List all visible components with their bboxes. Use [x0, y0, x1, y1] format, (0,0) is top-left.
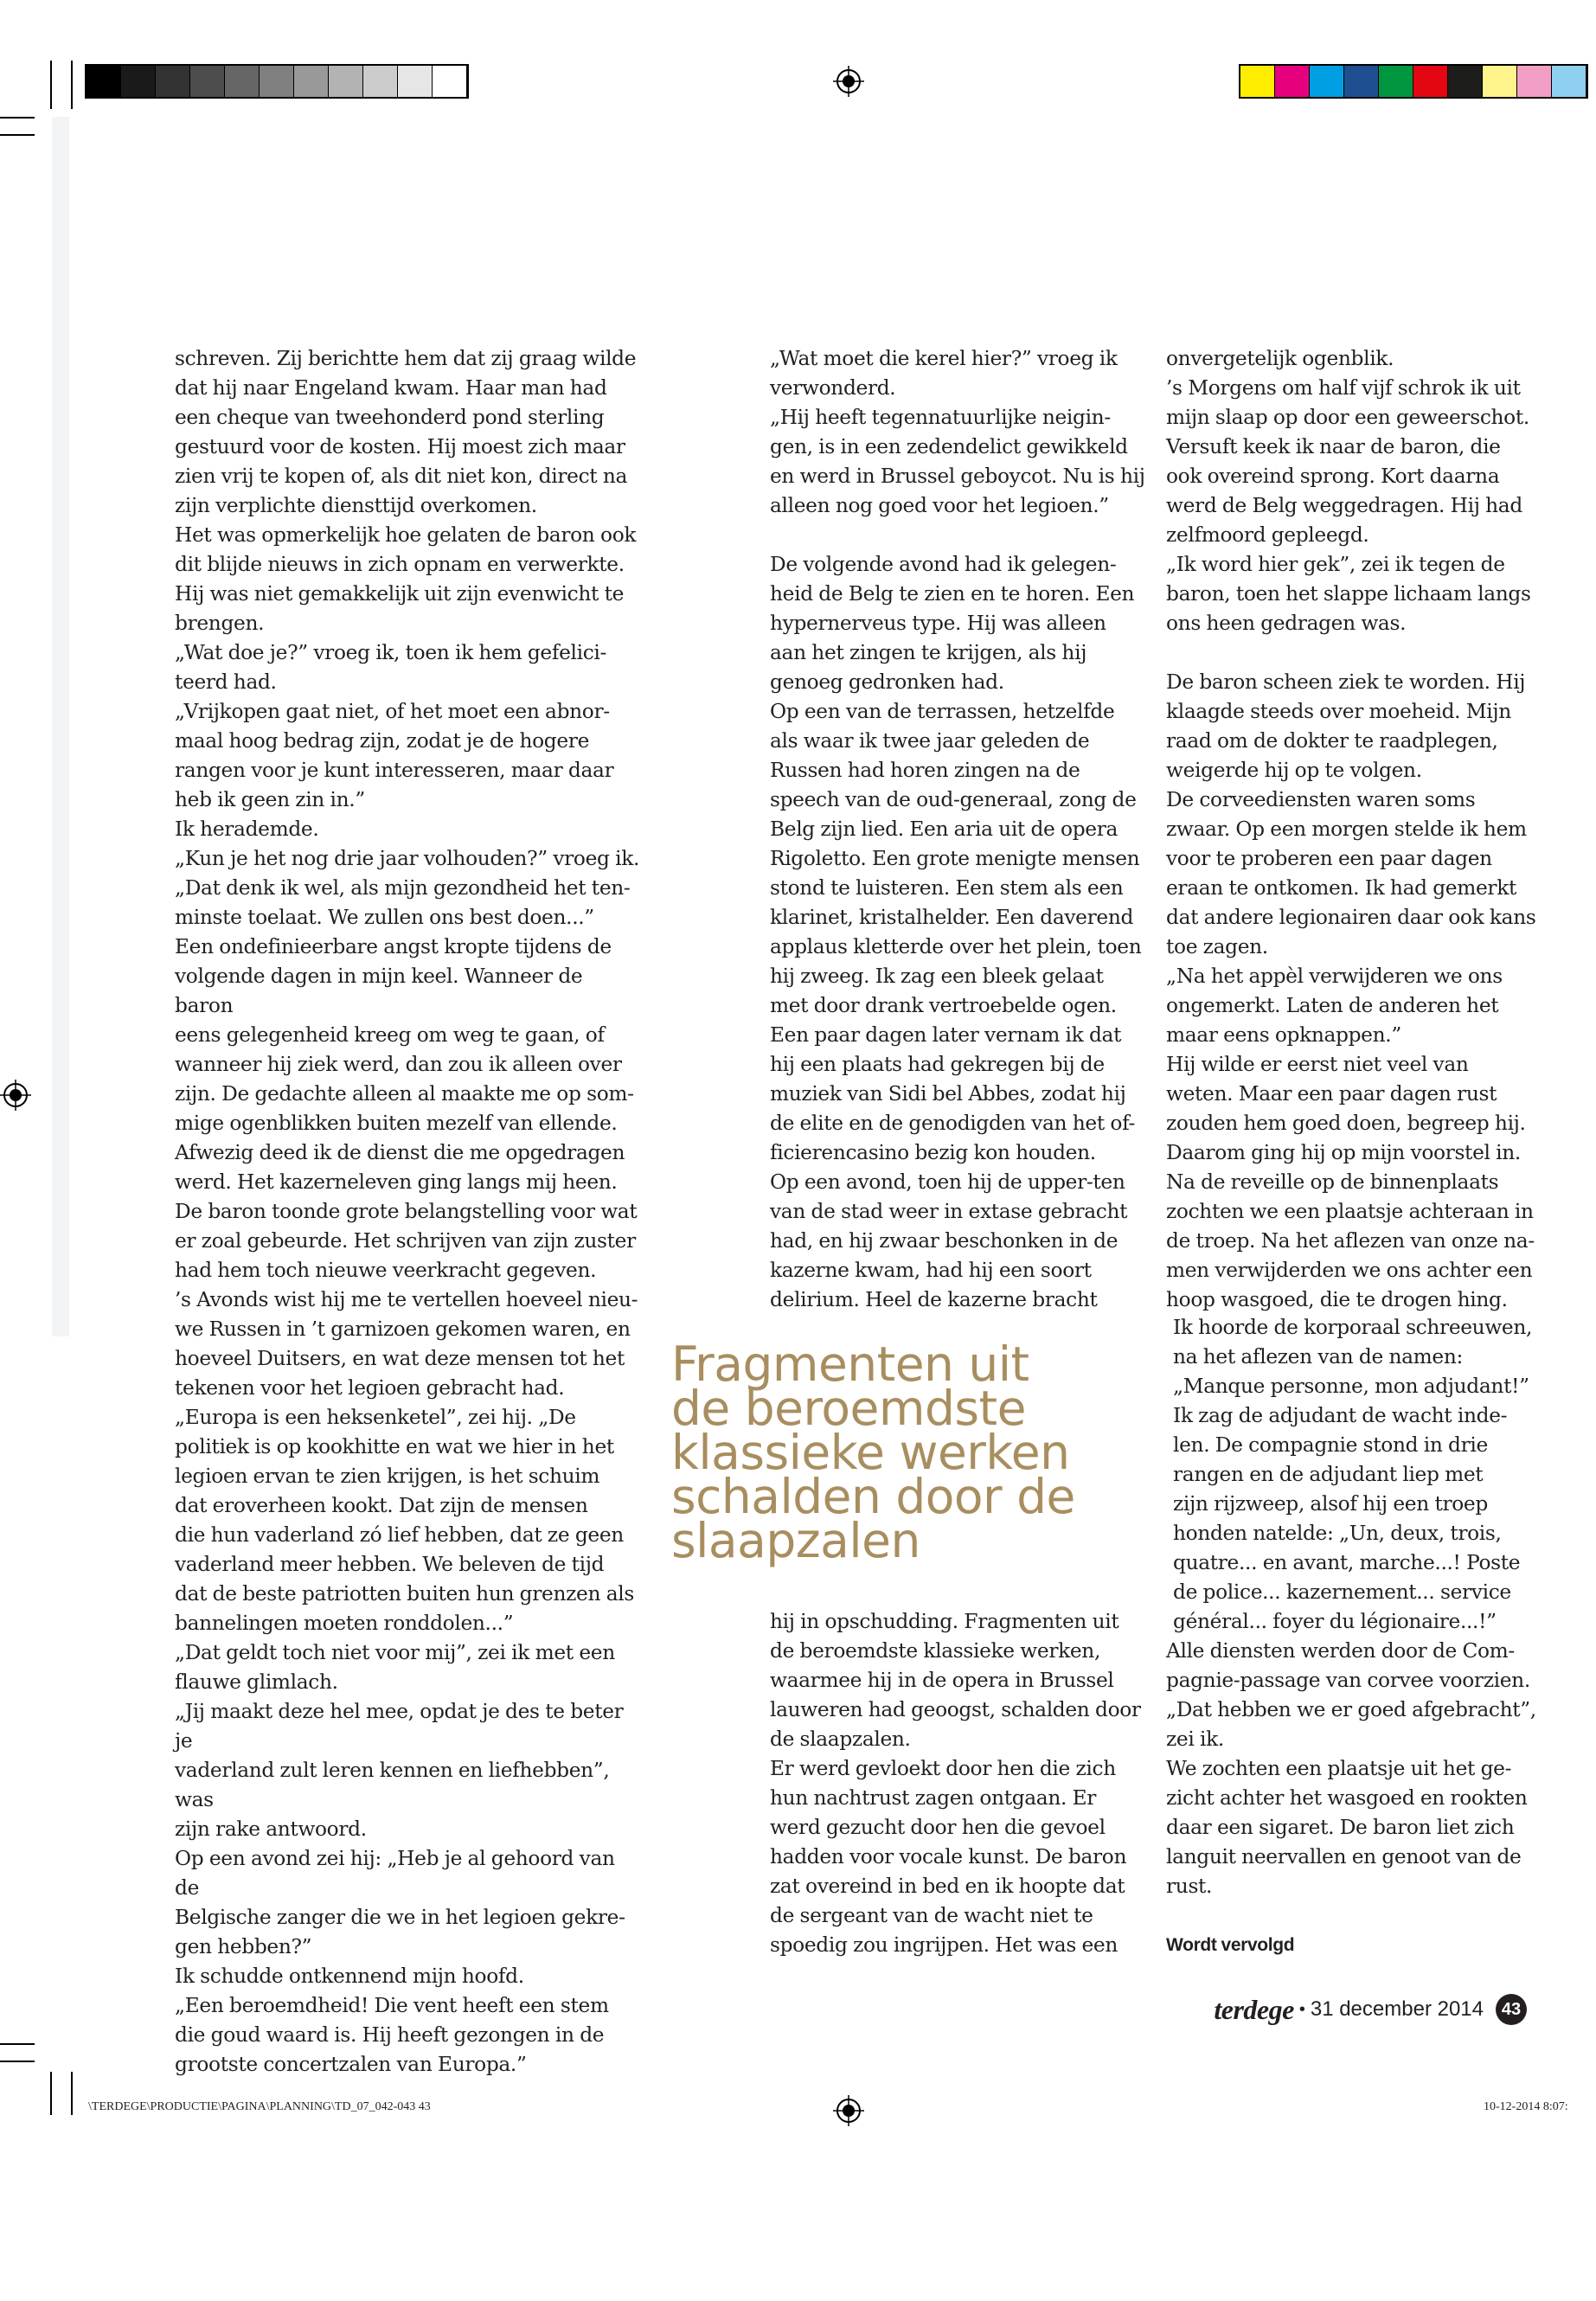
crop-mark — [50, 61, 52, 109]
text-line: applaus kletterde over het plein, toen — [770, 935, 1142, 958]
text-line: dit blijde nieuws in zich opnam en verwerkte. — [175, 553, 625, 576]
text-line: rangen en de adjudant liep met — [1173, 1463, 1484, 1486]
text-line: volgende dagen in mijn keel. Wanneer de baron — [175, 965, 583, 1017]
crop-mark — [0, 134, 35, 136]
color-swatch — [1379, 66, 1413, 97]
article-column-3 — [1166, 344, 1547, 1315]
text-line: De volgende avond had ik gelegen- — [770, 553, 1117, 576]
text-line: Een ondefinieerbare angst kropte tijdens de — [175, 935, 612, 958]
text-line: eens gelegenheid kreeg om weg te gaan, of — [175, 1023, 605, 1047]
text-line: weten. Maar een paar dagen rust — [1166, 1082, 1497, 1106]
text-line: zochten we een plaatsje achteraan in — [1166, 1200, 1534, 1223]
text-line: ongemerkt. Laten de anderen het — [1166, 994, 1499, 1017]
text-line: de sergeant van de wacht niet te — [770, 1904, 1093, 1927]
text-line: mijn slaap op door een geweerschot. — [1166, 406, 1529, 429]
crop-mark — [0, 2043, 35, 2045]
page-footer — [1214, 1991, 1527, 2028]
print-slug-timestamp: 10-12-2014 8:07: — [1484, 2100, 1568, 2113]
print-slug-path: \TERDEGE\PRODUCTIE\PAGINA\PLANNING\TD_07_042-043 43 — [88, 2100, 431, 2113]
text-line: De baron toonde grote belangstelling voor wat — [175, 1200, 638, 1223]
text-line: quatre... en avant, marche...! Poste — [1173, 1551, 1521, 1574]
text-line: zei ik. — [1166, 1727, 1224, 1751]
gray-swatch — [294, 66, 329, 97]
text-line: „Hij heeft tegennatuurlijke neigin- — [770, 406, 1111, 429]
text-line: de slaapzalen. — [770, 1727, 911, 1751]
text-line: hoeveel Duitsers, en wat deze mensen tot het — [175, 1347, 625, 1370]
text-line: flauwe glimlach. — [175, 1670, 338, 1694]
text-line: daar een sigaret. De baron liet zich — [1166, 1816, 1515, 1839]
color-swatch — [1310, 66, 1344, 97]
text-line: voor te proberen een paar dagen — [1166, 847, 1492, 870]
text-line: Versuft keek ik naar de baron, die — [1166, 435, 1501, 458]
text-line: gestuurd voor de kosten. Hij moest zich maar — [175, 435, 625, 458]
crop-mark — [71, 61, 73, 109]
text-line: lauweren had geoogst, schalden door — [770, 1698, 1141, 1721]
text-line: maar eens opknappen.” — [1166, 1023, 1401, 1047]
gray-swatch — [190, 66, 225, 97]
text-line: ’s Morgens om half vijf schrok ik uit — [1166, 376, 1521, 400]
text-line: na het aflezen van de namen: — [1173, 1345, 1463, 1368]
text-line: De baron scheen ziek te worden. Hij — [1166, 670, 1526, 694]
text-line: de beroemdste — [671, 1381, 1026, 1436]
text-line: klaagde steeds over moeheid. Mijn — [1166, 700, 1511, 723]
text-line: pagnie-passage van corvee voorzien. — [1166, 1669, 1530, 1692]
text-line: Hij was niet gemakkelijk uit zijn evenwicht te — [175, 582, 625, 606]
color-swatch — [1344, 66, 1379, 97]
text-line: Rigoletto. Een grote menigte mensen — [770, 847, 1140, 870]
text-line: Ik hoorde de korporaal schreeuwen, — [1173, 1316, 1533, 1339]
text-line: met door drank vertroebelde ogen. — [770, 994, 1117, 1017]
page-edge-strip — [52, 117, 69, 1336]
text-line: Ik herademde. — [175, 817, 319, 841]
text-line: „Jij maakt deze hel mee, opdat je des te beter je — [175, 1700, 624, 1753]
color-swatch — [1517, 66, 1552, 97]
text-line: Alle diensten werden door de Com- — [1166, 1639, 1515, 1663]
text-line: die goud waard is. Hij heeft gezongen in de — [175, 2023, 605, 2047]
text-line: er zoal gebeurde. Het schrijven van zijn zuster — [175, 1229, 636, 1253]
text-line: de police... kazernement... service — [1173, 1580, 1511, 1604]
text-line: genoeg gedronken had. — [770, 670, 1004, 694]
text-line: dat andere legionairen daar ook kans — [1166, 906, 1536, 929]
text-line: Ik zag de adjudant de wacht inde- — [1173, 1404, 1508, 1427]
text-line: „Europa is een heksenketel”, zei hij. „De — [175, 1406, 576, 1429]
text-line: „Ik word hier gek”, zei ik tegen de — [1166, 553, 1505, 576]
text-line: honden natelde: „Un, deux, trois, — [1173, 1522, 1502, 1545]
text-line: languit neervallen en genoot van de — [1166, 1845, 1522, 1868]
text-line: Op een van de terrassen, hetzelfde — [770, 700, 1115, 723]
text-line: vaderland meer hebben. We beleven de tijd — [175, 1553, 605, 1576]
text-line: klarinet, kristalhelder. Een daverend — [770, 906, 1134, 929]
text-line: Russen had horen zingen na de — [770, 759, 1080, 782]
text-line: legioen ervan te zien krijgen, is het schuim — [175, 1465, 600, 1488]
text-line: Fragmenten uit — [671, 1336, 1029, 1392]
text-line: Afwezig deed ik de dienst die me opgedragen — [175, 1141, 625, 1164]
color-calibration-bar — [1239, 64, 1588, 99]
article-column-1 — [175, 344, 642, 2080]
text-line: men verwijderden we ons achter een — [1166, 1259, 1533, 1282]
text-line: kazerne kwam, had hij een soort — [770, 1259, 1092, 1282]
text-line: gen hebben?” — [175, 1935, 312, 1958]
text-line: onvergetelijk ogenblik. — [1166, 347, 1394, 370]
text-line: hoop wasgoed, die te drogen hing. — [1166, 1288, 1508, 1311]
text-line: die hun vaderland zó lief hebben, dat ze geen — [175, 1523, 624, 1547]
text-line: Belgische zanger die we in het legioen gekre- — [175, 1906, 625, 1929]
text-line: zicht achter het wasgoed en rookten — [1166, 1786, 1528, 1810]
text-line: wanneer hij ziek werd, dan zou ik alleen over — [175, 1053, 622, 1076]
color-swatch — [1240, 66, 1275, 97]
gray-swatch — [260, 66, 294, 97]
text-line: waarmee hij in de opera in Brussel — [770, 1669, 1114, 1692]
text-line: speech van de oud-generaal, zong de — [770, 788, 1137, 811]
pull-quote — [671, 1336, 1156, 1568]
text-line: zat overeind in bed en ik hoopte dat — [770, 1875, 1125, 1898]
text-line: baron, toen het slappe lichaam langs — [1166, 582, 1531, 606]
closing-passage — [1166, 1637, 1547, 1901]
gray-swatch — [433, 66, 467, 97]
text-line: „Na het appèl verwijderen we ons — [1166, 965, 1503, 988]
text-line: dat hij naar Engeland kwam. Haar man had — [175, 376, 607, 400]
text-line: mige ogenblikken buiten mezelf van ellende. — [175, 1112, 618, 1135]
text-line: raad om de dokter te raadplegen, — [1166, 729, 1498, 753]
text-line: heid de Belg te zien en te horen. Een — [770, 582, 1135, 606]
text-line: werd de Belg weggedragen. Hij had — [1166, 494, 1522, 517]
footer-separator: • — [1298, 1999, 1305, 2019]
gray-swatch — [121, 66, 156, 97]
text-line: zijn rijzweep, alsof hij een troep — [1173, 1492, 1488, 1516]
text-line: van de stad weer in extase gebracht — [770, 1200, 1128, 1223]
text-line: zelfmoord gepleegd. — [1166, 523, 1369, 547]
text-line: muziek van Sidi bel Abbes, zodat hij — [770, 1082, 1126, 1106]
text-line: „Dat geldt toch niet voor mij”, zei ik met een — [175, 1641, 615, 1664]
text-line: len. De compagnie stond in drie — [1173, 1433, 1488, 1457]
text-line: alleen nog goed voor het legioen.” — [770, 494, 1109, 517]
color-swatch — [1448, 66, 1483, 97]
text-line: „Wat doe je?” vroeg ik, toen ik hem gefelici- — [175, 641, 607, 664]
text-line: dat de beste patriotten buiten hun grenzen als — [175, 1582, 634, 1606]
text-line: als waar ik twee jaar geleden de — [770, 729, 1090, 753]
text-line: brengen. — [175, 612, 265, 635]
gray-swatch — [329, 66, 363, 97]
gray-swatch — [398, 66, 433, 97]
crop-mark — [71, 2072, 73, 2115]
text-line: De corveediensten waren soms — [1166, 788, 1476, 811]
color-swatch — [1552, 66, 1586, 97]
text-line: „Een beroemdheid! Die vent heeft een stem — [175, 1994, 609, 2017]
registration-mark-icon — [0, 1080, 31, 1111]
text-line: hun nachtrust zagen ontgaan. Er — [770, 1786, 1097, 1810]
text-line: „Kun je het nog drie jaar volhouden?” vroeg ik. — [175, 847, 640, 870]
text-line: tekenen voor het legioen gebracht had. — [175, 1376, 565, 1400]
text-line: Op een avond, toen hij de upper-ten — [770, 1170, 1125, 1194]
text-line: spoedig zou ingrijpen. Het was een — [770, 1933, 1118, 1957]
text-line: dat eroverheen kookt. Dat zijn de mensen — [175, 1494, 588, 1517]
text-line: slaapzalen — [671, 1513, 920, 1568]
text-line: „Wat moet die kerel hier?” vroeg ik — [770, 347, 1118, 370]
text-line: „Dat hebben we er goed afgebracht”, — [1166, 1698, 1536, 1721]
grayscale-calibration-bar — [85, 64, 469, 99]
gray-swatch — [156, 66, 190, 97]
text-line: hij in opschudding. Fragmenten uit — [770, 1610, 1119, 1633]
text-line: Het was opmerkelijk hoe gelaten de baron ook — [175, 523, 637, 547]
text-line: hij zweeg. Ik zag een bleek gelaat — [770, 965, 1104, 988]
text-line: heb ik geen zin in.” — [175, 788, 365, 811]
text-line: had, en hij zwaar beschonken in de — [770, 1229, 1118, 1253]
text-line: vaderland zult leren kennen en liefhebben”, was — [175, 1759, 610, 1811]
text-line: Daarom ging hij op mijn voorstel in. — [1166, 1141, 1521, 1164]
text-line: ook overeind sprong. Kort daarna — [1166, 465, 1500, 488]
text-line: aan het zingen te krijgen, als hij — [770, 641, 1087, 664]
text-line: ’s Avonds wist hij me te vertellen hoeveel nieu- — [175, 1288, 638, 1311]
text-line: werd. Het kazerneleven ging langs mij heen. — [175, 1170, 618, 1194]
text-line: maal hoog bedrag zijn, zodat je de hogere — [175, 729, 590, 753]
text-line: „Manque personne, mon adjudant!” — [1173, 1375, 1529, 1398]
text-line: zouden hem goed doen, begreep hij. — [1166, 1112, 1526, 1135]
text-line: „Dat denk ik wel, als mijn gezondheid het ten- — [175, 876, 631, 900]
text-line: delirium. Heel de kazerne bracht — [770, 1288, 1098, 1311]
text-line: de beroemdste klassieke werken, — [770, 1639, 1101, 1663]
text-line: hypernerveus type. Hij was alleen — [770, 612, 1106, 635]
crop-mark — [50, 2072, 52, 2115]
text-line: zijn. De gedachte alleen al maakte me op som- — [175, 1082, 634, 1106]
text-line: had hem toch nieuwe veerkracht gegeven. — [175, 1259, 597, 1282]
text-line: klassieke werken — [671, 1425, 1070, 1480]
text-line: bannelingen moeten ronddolen...” — [175, 1612, 514, 1635]
article-column-3-continued — [1166, 1313, 1547, 1960]
text-line: schreven. Zij berichtte hem dat zij graag wilde — [175, 347, 637, 370]
page-number: 43 — [1496, 1994, 1527, 2025]
text-line: Na de reveille op de binnenplaats — [1166, 1170, 1499, 1194]
text-line: teerd had. — [175, 670, 277, 694]
text-line: de troep. Na het aflezen van onze na- — [1166, 1229, 1535, 1253]
text-line: Hij wilde er eerst niet veel van — [1166, 1053, 1469, 1076]
text-line: zijn verplichte diensttijd overkomen. — [175, 494, 537, 517]
crop-mark — [0, 117, 35, 119]
text-line: général... foyer du légionaire...!” — [1173, 1610, 1497, 1633]
text-line: hij een plaats had gekregen bij de — [770, 1053, 1105, 1076]
gray-swatch — [363, 66, 398, 97]
text-line: gen, is in een zedendelict gewikkeld — [770, 435, 1128, 458]
text-line: ons heen gedragen was. — [1166, 612, 1407, 635]
crop-mark — [0, 2061, 35, 2062]
text-line: en werd in Brussel geboycot. Nu is hij — [770, 465, 1145, 488]
text-line: hadden voor vocale kunst. De baron — [770, 1845, 1127, 1868]
drill-passage — [1166, 1313, 1547, 1637]
to-be-continued: Wordt vervolgd — [1166, 1935, 1295, 1955]
text-line: rust. — [1166, 1875, 1213, 1898]
text-line: We zochten een plaatsje uit het ge- — [1166, 1757, 1512, 1780]
text-line: eraan te ontkomen. Ik had gemerkt — [1166, 876, 1516, 900]
text-line: zien vrij te kopen of, als dit niet kon, direct na — [175, 465, 628, 488]
text-line: rangen voor je kunt interesseren, maar daar — [175, 759, 614, 782]
text-line: Ik schudde ontkennend mijn hoofd. — [175, 1965, 524, 1988]
registration-mark-icon — [833, 66, 864, 97]
registration-mark-icon — [833, 2095, 864, 2126]
text-line: Op een avond zei hij: „Heb je al gehoord van de — [175, 1847, 615, 1900]
text-line: „Vrijkopen gaat niet, of het moet een abnor- — [175, 700, 610, 723]
text-line: stond te luisteren. Een stem als een — [770, 876, 1124, 900]
text-line: een cheque van tweehonderd pond sterling — [175, 406, 605, 429]
color-swatch — [1275, 66, 1310, 97]
text-line: Belg zijn lied. Een aria uit de opera — [770, 817, 1118, 841]
text-line: schalden door de — [671, 1469, 1075, 1524]
gray-swatch — [87, 66, 121, 97]
text-line: minste toelaat. We zullen ons best doen...” — [175, 906, 594, 929]
text-line: zwaar. Op een morgen stelde ik hem — [1166, 817, 1527, 841]
text-line: zijn rake antwoord. — [175, 1817, 367, 1841]
issue-date: 31 december 2014 — [1310, 1997, 1484, 2021]
color-swatch — [1413, 66, 1448, 97]
text-line: verwonderd. — [770, 376, 896, 400]
text-line: Er werd gevloekt door hen die zich — [770, 1757, 1116, 1780]
text-line: weigerde hij op te volgen. — [1166, 759, 1422, 782]
color-swatch — [1483, 66, 1517, 97]
magazine-logo: terdege — [1214, 1993, 1294, 2025]
text-line: toe zagen. — [1166, 935, 1268, 958]
text-line: politiek is op kookhitte en wat we hier in het — [175, 1435, 614, 1458]
text-line: de elite en de genodigden van het of- — [770, 1112, 1136, 1135]
gray-swatch — [225, 66, 260, 97]
text-line: grootste concertzalen van Europa.” — [175, 2053, 527, 2076]
text-line: ficierencasino bezig kon houden. — [770, 1141, 1096, 1164]
text-line: we Russen in ’t garnizoen gekomen waren, en — [175, 1317, 631, 1341]
text-line: Een paar dagen later vernam ik dat — [770, 1023, 1122, 1047]
text-line: werd gezucht door hen die gevoel — [770, 1816, 1106, 1839]
